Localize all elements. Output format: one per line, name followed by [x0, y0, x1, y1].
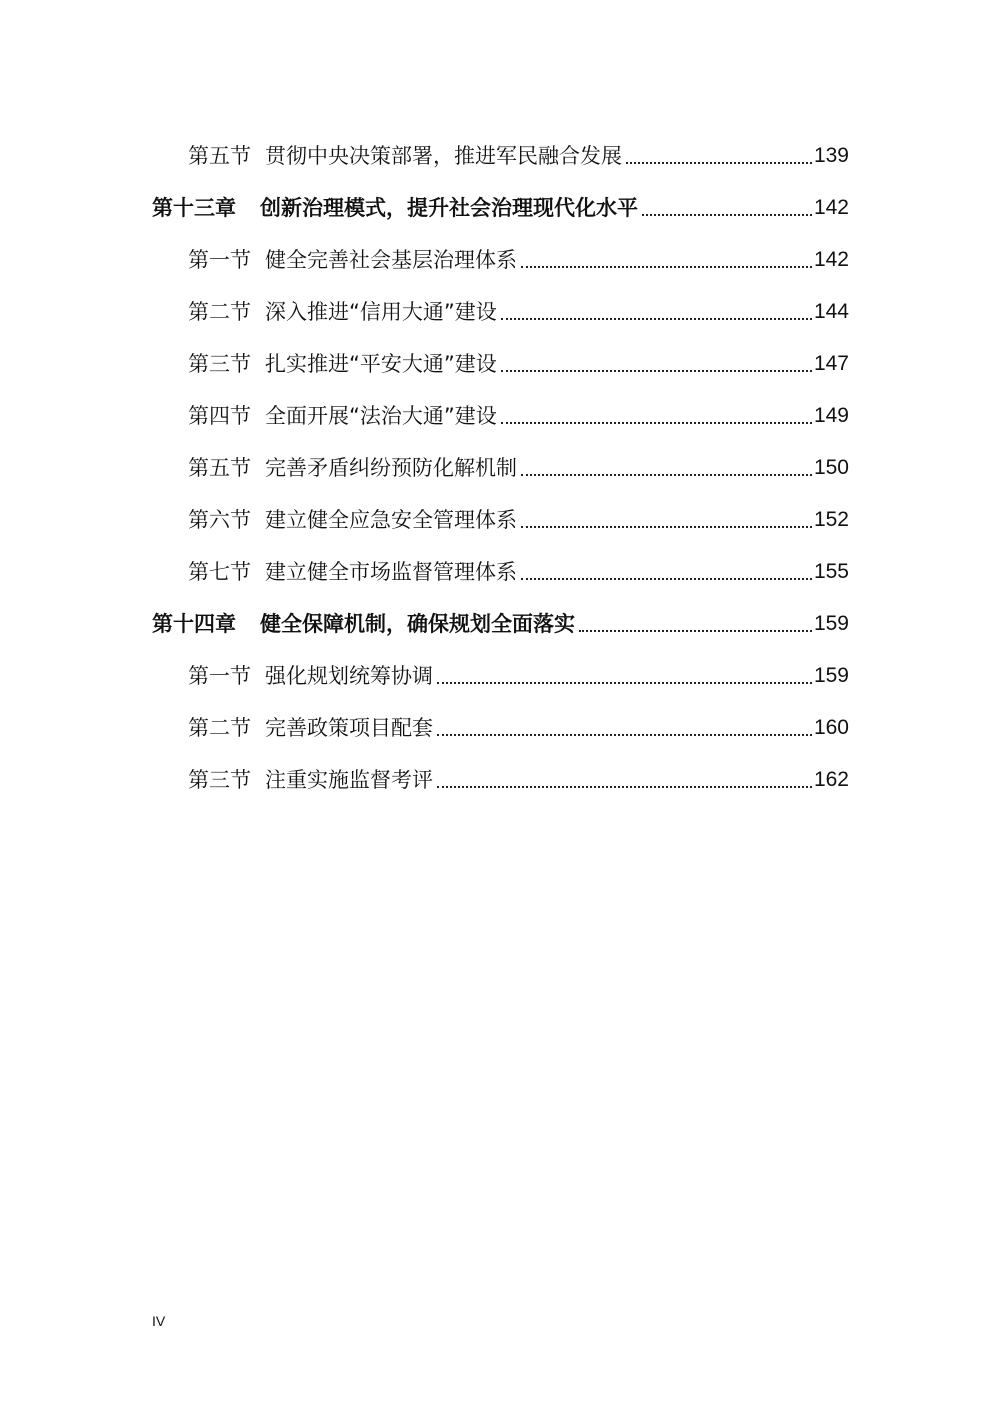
toc-entry-page: 147	[813, 352, 849, 375]
toc-entry-title: 全面开展“法治大通”建设	[265, 404, 497, 428]
toc-entry-label: 第五节	[188, 456, 251, 480]
toc-entry-label: 第二节	[188, 300, 251, 324]
toc-entry-page: 159	[813, 664, 849, 687]
toc-entry-page: 142	[813, 248, 849, 271]
toc-entry-label: 第十三章	[152, 195, 236, 220]
dot-leader	[501, 402, 812, 430]
toc-entry-page: 162	[813, 768, 849, 791]
dot-leader	[437, 714, 812, 742]
toc-entry-title: 深入推进“信用大通”建设	[265, 300, 497, 324]
toc-entry-label: 第五节	[188, 144, 251, 168]
toc-entry-page: 152	[813, 508, 849, 531]
toc-entry-label: 第一节	[188, 664, 251, 688]
toc-entry-section[interactable]	[188, 230, 849, 274]
dot-leader	[437, 662, 812, 690]
toc-entry-title: 完善矛盾纠纷预防化解机制	[265, 456, 517, 480]
toc-entry-label: 第六节	[188, 508, 251, 532]
toc-entry-section[interactable]	[188, 698, 849, 742]
toc-entry-title: 创新治理模式，提升社会治理现代化水平	[260, 195, 638, 220]
dot-leader	[501, 350, 812, 378]
dot-leader	[642, 194, 812, 222]
dot-leader	[579, 610, 812, 638]
toc-entry-label: 第二节	[188, 716, 251, 740]
toc-entry-chapter[interactable]	[152, 594, 849, 638]
dot-leader	[437, 766, 812, 794]
toc-entry-page: 155	[813, 560, 849, 583]
toc-entry-label: 第三节	[188, 768, 251, 792]
toc-entry-page: 139	[813, 144, 849, 167]
toc-entry-title: 完善政策项目配套	[265, 716, 433, 740]
toc-entry-section[interactable]	[188, 126, 849, 170]
toc-entry-section[interactable]	[188, 646, 849, 690]
dot-leader	[501, 298, 812, 326]
toc-entry-label: 第十四章	[152, 611, 236, 636]
toc-entry-title: 扎实推进“平安大通”建设	[265, 352, 497, 376]
toc-entry-title: 建立健全应急安全管理体系	[265, 508, 517, 532]
toc-entry-section[interactable]	[188, 750, 849, 794]
toc-entry-chapter[interactable]	[152, 178, 849, 222]
toc-entry-section[interactable]	[188, 438, 849, 482]
toc-entry-title: 强化规划统筹协调	[265, 664, 433, 688]
toc-entry-section[interactable]	[188, 282, 849, 326]
toc-entry-label: 第一节	[188, 248, 251, 272]
dot-leader	[521, 454, 812, 482]
toc-entry-page: 149	[813, 404, 849, 427]
toc-entry-section[interactable]	[188, 490, 849, 534]
toc-entry-title: 建立健全市场监督管理体系	[265, 560, 517, 584]
toc-entry-label: 第七节	[188, 560, 251, 584]
dot-leader	[521, 246, 812, 274]
toc-entry-page: 150	[813, 456, 849, 479]
page-number: IV	[152, 1313, 166, 1329]
toc-entry-page: 142	[813, 196, 849, 219]
toc-entry-title: 健全完善社会基层治理体系	[265, 248, 517, 272]
dot-leader	[626, 142, 812, 170]
dot-leader	[521, 558, 812, 586]
toc-entry-section[interactable]	[188, 386, 849, 430]
toc-entry-title: 健全保障机制，确保规划全面落实	[260, 611, 575, 636]
toc-entry-section[interactable]	[188, 542, 849, 586]
toc-entry-label: 第四节	[188, 404, 251, 428]
toc-entry-page: 159	[813, 612, 849, 635]
toc-entry-page: 144	[813, 300, 849, 323]
dot-leader	[521, 506, 812, 534]
toc-entry-page: 160	[813, 716, 849, 739]
toc-entry-title: 注重实施监督考评	[265, 768, 433, 792]
toc-entry-label: 第三节	[188, 352, 251, 376]
toc-entry-title: 贯彻中央决策部署，推进军民融合发展	[265, 144, 622, 168]
toc-entry-section[interactable]	[188, 334, 849, 378]
